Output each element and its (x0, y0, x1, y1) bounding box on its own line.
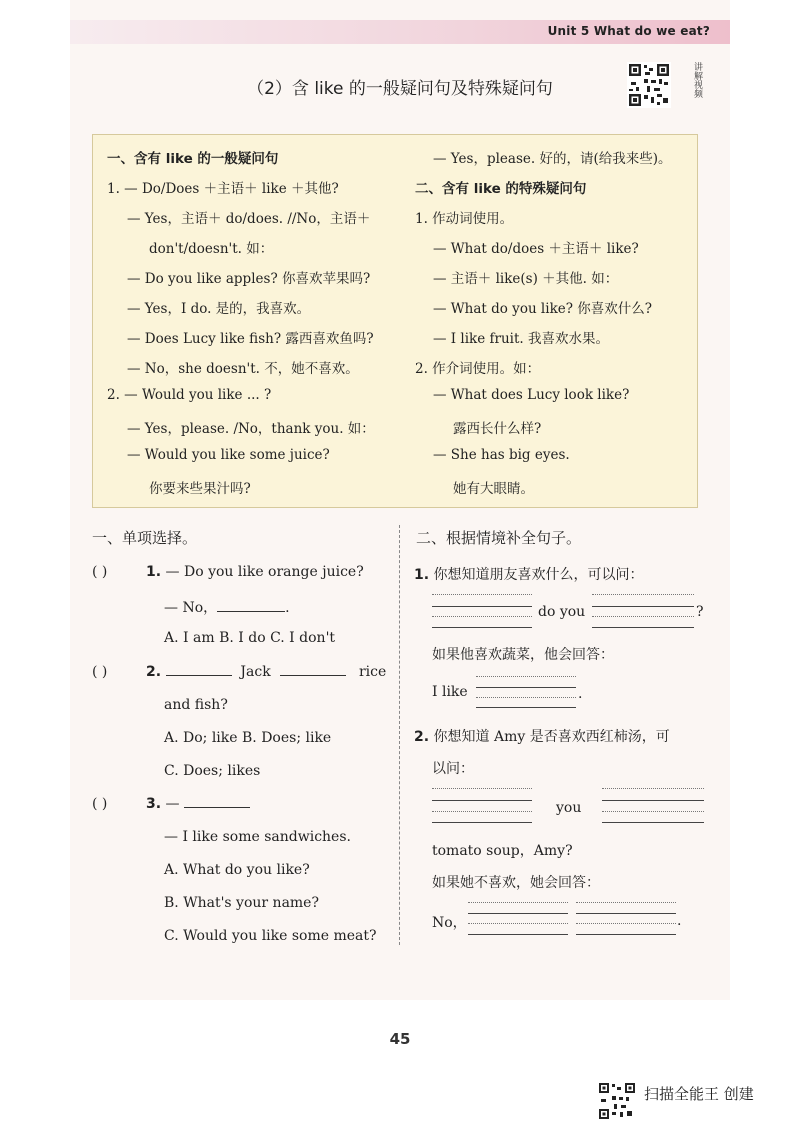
question-number: 1. (146, 564, 162, 580)
writing-guide-line (602, 811, 704, 812)
answer-paren-2[interactable]: ( ) (92, 664, 108, 680)
question-2-options-ab: A. Do; like B. Does; like (164, 730, 332, 746)
question-1-reply: — No， . (164, 600, 290, 616)
answer-line[interactable] (468, 913, 568, 914)
writing-guide-line (592, 616, 694, 617)
writing-guide-line (592, 594, 694, 595)
question-3-option-c: C. Would you like some meat? (164, 928, 377, 944)
grammar-line: — Yes，please. /No，thank you. 如： (127, 421, 375, 437)
answer-line[interactable] (468, 934, 568, 935)
ex2-q2-prompt-cont: 以问： (432, 761, 474, 777)
unit-title: Unit 5 What do we eat? (547, 24, 710, 38)
scanner-watermark: 扫描全能王 创建 (644, 1085, 754, 1103)
writing-guide-line (432, 616, 532, 617)
question-2-line2: and fish? (164, 697, 228, 713)
question-3-reply: — I like some sandwiches. (164, 829, 351, 845)
grammar-line: 1. — Do/Does ＋主语＋ like ＋其他? (107, 181, 339, 197)
grammar-line: 1. 作动词使用。 (415, 211, 514, 227)
grammar-line: — Yes，I do. 是的，我喜欢。 (127, 301, 311, 317)
column-divider (399, 525, 400, 945)
grammar-line: 2. 作介词使用。如： (415, 361, 541, 377)
scanner-qr-icon (598, 1082, 636, 1120)
grammar-line: — Does Lucy like fish? 露西喜欢鱼吗? (127, 331, 374, 347)
grammar-line: — No，she doesn't. 不，她不喜欢。 (127, 361, 359, 377)
qr-caption: 讲解视频 (692, 62, 702, 98)
qr-code-icon[interactable] (627, 62, 671, 108)
reply-text: — No， (164, 600, 218, 616)
answer-blank[interactable] (166, 675, 232, 676)
ex2-q2-line2: tomato soup，Amy? (432, 843, 573, 859)
answer-line[interactable] (432, 627, 532, 628)
question-1 (146, 564, 364, 580)
ex2-q2-no: No， (432, 915, 467, 931)
question-prompt: 你想知道 Amy 是否喜欢西红柿汤，可 (433, 729, 670, 745)
answer-line[interactable] (576, 913, 676, 914)
ex2-q1-end: ? (696, 604, 704, 620)
writing-guide-line (602, 788, 704, 789)
ex2-q2-period: . (677, 913, 682, 929)
grammar-line: — What does Lucy look like? (433, 387, 630, 403)
grammar-line: — Yes，please. 好的，请(给我来些)。 (433, 151, 672, 167)
answer-line[interactable] (476, 707, 576, 708)
answer-line[interactable] (476, 687, 576, 688)
grammar-line: — Yes，主语＋ do/does. //No，主语＋ (127, 211, 371, 227)
ex2-q1-mid: do you (538, 604, 586, 620)
ex2-question-1 (414, 564, 644, 584)
writing-guide-line (432, 788, 532, 789)
answer-line[interactable] (602, 822, 704, 823)
ex2-q1-i-like: I like (432, 684, 468, 700)
ex2-q2-answer-prompt: 如果她不喜欢，她会回答： (432, 875, 600, 891)
question-3-option-a: A. What do you like? (164, 862, 310, 878)
answer-paren-3[interactable]: ( ) (92, 796, 108, 812)
writing-guide-line (476, 676, 576, 677)
ex2-question-2 (414, 726, 670, 746)
question-number: 1. (414, 567, 430, 583)
question-prompt: 你想知道朋友喜欢什么，可以问： (433, 567, 644, 583)
question-number: 3. (146, 796, 162, 812)
grammar-line: — 主语＋ like(s) ＋其他. 如： (433, 271, 619, 287)
question-2-option-c: C. Does; likes (164, 763, 261, 779)
grammar-line: — Would you like some juice? (127, 447, 330, 463)
writing-guide-line (476, 697, 576, 698)
writing-guide-line (576, 923, 676, 924)
question-2 (146, 664, 386, 680)
question-number: 2. (414, 729, 430, 745)
question-stem: — Do you like orange juice? (165, 564, 364, 580)
dash: — (165, 796, 180, 812)
question-word: Jack (240, 664, 271, 680)
answer-line[interactable] (592, 627, 694, 628)
answer-line[interactable] (592, 606, 694, 607)
writing-guide-line (576, 902, 676, 903)
answer-line[interactable] (432, 822, 532, 823)
ex2-q1-answer-prompt: 如果他喜欢蔬菜，他会回答： (432, 647, 614, 663)
answer-line[interactable] (602, 800, 704, 801)
section-title: （2）含 like 的一般疑问句及特殊疑问句 (247, 79, 553, 99)
grammar-line: 露西长什么样? (453, 421, 542, 437)
answer-line[interactable] (432, 606, 532, 607)
exercise1-heading: 一、单项选择。 (92, 529, 198, 547)
answer-blank[interactable] (280, 675, 346, 676)
answer-blank[interactable] (184, 807, 250, 808)
grammar-line: 她有大眼睛。 (453, 481, 534, 497)
question-number: 2. (146, 664, 162, 680)
grammar-line: — What do/does ＋主语＋ like? (433, 241, 639, 257)
page-number: 45 (389, 1030, 411, 1048)
exercise2-heading: 二、根据情境补全句子。 (416, 529, 582, 547)
answer-line[interactable] (432, 800, 532, 801)
writing-guide-line (468, 902, 568, 903)
writing-guide-line (468, 923, 568, 924)
question-1-options: A. I am B. I do C. I don't (164, 630, 336, 646)
grammar-line: 你要来些果汁吗? (149, 481, 251, 497)
question-3 (146, 796, 250, 812)
grammar-box (92, 134, 698, 508)
grammar-heading-2: 二、含有 like 的特殊疑问句 (415, 181, 587, 197)
writing-guide-line (432, 811, 532, 812)
grammar-heading-1: 一、含有 like 的一般疑问句 (107, 151, 279, 167)
question-word: rice (358, 664, 387, 680)
ex2-q2-mid: you (556, 800, 582, 816)
answer-paren-1[interactable]: ( ) (92, 564, 108, 580)
writing-guide-line (432, 594, 532, 595)
grammar-line: — She has big eyes. (433, 447, 570, 463)
grammar-line: — What do you like? 你喜欢什么? (433, 301, 652, 317)
grammar-line: — Do you like apples? 你喜欢苹果吗? (127, 271, 371, 287)
grammar-line: 2. — Would you like ... ? (107, 387, 272, 403)
question-3-option-b: B. What's your name? (164, 895, 319, 911)
grammar-line: — I like fruit. 我喜欢水果。 (433, 331, 609, 347)
ex2-q1-period: . (578, 686, 583, 702)
answer-line[interactable] (576, 934, 676, 935)
grammar-line: don't/doesn't. 如： (149, 241, 274, 257)
answer-blank[interactable] (217, 611, 285, 612)
